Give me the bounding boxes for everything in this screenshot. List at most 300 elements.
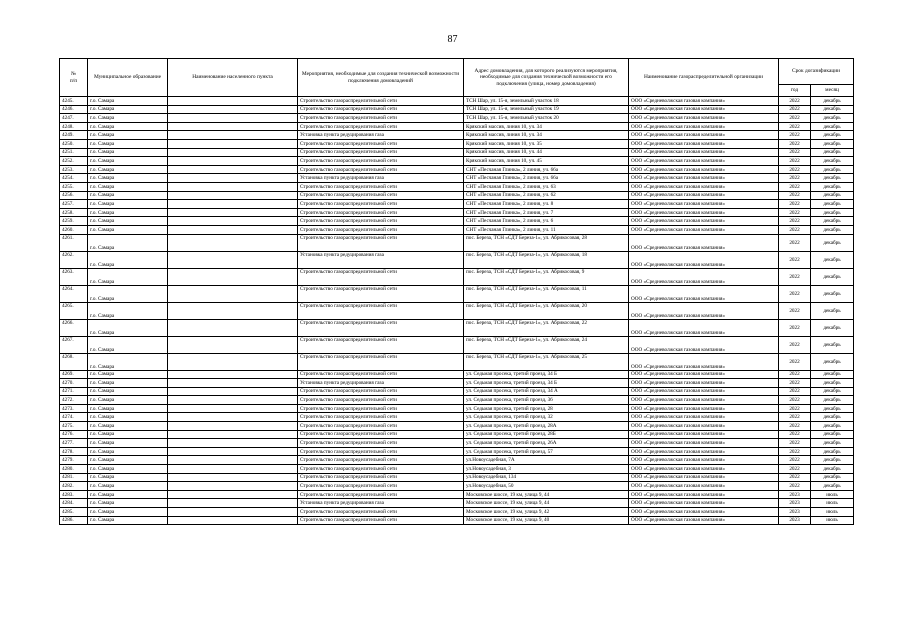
org-cell: ООО «Средневолжская газовая компания» xyxy=(629,165,779,174)
settlement-cell xyxy=(168,148,298,157)
municipal-cell: г.о. Самара xyxy=(88,191,168,200)
table-row xyxy=(60,234,854,251)
measure-cell: Строительство газораспределительной сети xyxy=(298,208,464,217)
table-row xyxy=(60,157,854,166)
measure-cell: Строительство газораспределительной сети xyxy=(298,319,464,336)
municipal-cell: г.о. Самара xyxy=(88,131,168,140)
year-cell: 2022 xyxy=(779,370,811,379)
year-cell: 2022 xyxy=(779,439,811,448)
year-cell: 2022 xyxy=(779,234,811,251)
address-cell: СНТ «Песчаная Глинка», 2 линия, уч. 6 xyxy=(464,217,629,226)
measure-cell: Строительство газораспределительной сети xyxy=(298,430,464,439)
year-cell: 2022 xyxy=(779,182,811,191)
row-number: 4273. xyxy=(60,404,88,413)
month-cell: декабрь xyxy=(811,422,854,431)
measure-cell: Установка пункта редуцирования газа xyxy=(298,499,464,508)
municipal-cell: г.о. Самара xyxy=(88,268,168,285)
measure-cell: Строительство газораспределительной сети xyxy=(298,456,464,465)
month-cell: июль xyxy=(811,499,854,508)
month-cell: декабрь xyxy=(811,319,854,336)
measure-cell: Строительство газораспределительной сети xyxy=(298,422,464,431)
address-cell: СНТ «Песчаная Глинка», 2 линия, уч. 63 xyxy=(464,182,629,191)
municipal-cell: г.о. Самара xyxy=(88,422,168,431)
org-cell: ООО «Средневолжская газовая компания» xyxy=(629,182,779,191)
month-cell: декабрь xyxy=(811,217,854,226)
org-cell: ООО «Средневолжская газовая компания» xyxy=(629,131,779,140)
row-number: 4282. xyxy=(60,482,88,491)
org-cell: ООО «Средневолжская газовая компания» xyxy=(629,465,779,474)
month-cell: декабрь xyxy=(811,148,854,157)
year-cell: 2022 xyxy=(779,217,811,226)
year-cell: 2022 xyxy=(779,157,811,166)
year-cell: 2022 xyxy=(779,251,811,268)
address-cell: Московское шоссе, 19 км, улица 9, 44 xyxy=(464,490,629,499)
year-cell: 2022 xyxy=(779,482,811,491)
org-cell: ООО «Средневолжская газовая компания» xyxy=(629,396,779,405)
municipal-cell: г.о. Самара xyxy=(88,370,168,379)
settlement-cell xyxy=(168,439,298,448)
settlement-cell xyxy=(168,131,298,140)
month-cell: декабрь xyxy=(811,379,854,388)
org-cell: ООО «Средневолжская газовая компания» xyxy=(629,499,779,508)
municipal-cell: г.о. Самара xyxy=(88,225,168,234)
measure-cell: Строительство газораспределительной сети xyxy=(298,285,464,302)
address-cell: СНТ «Песчаная Глинка», 2 линия, уч. 66а xyxy=(464,165,629,174)
month-cell: декабрь xyxy=(811,191,854,200)
table-row xyxy=(60,139,854,148)
month-cell: июль xyxy=(811,490,854,499)
municipal-cell: г.о. Самара xyxy=(88,404,168,413)
row-number: 4267. xyxy=(60,336,88,353)
settlement-cell xyxy=(168,465,298,474)
address-cell: ул. Седьмая просека, третий проезд, 28А xyxy=(464,422,629,431)
org-cell: ООО «Средневолжская газовая компания» xyxy=(629,336,779,353)
row-number: 4254. xyxy=(60,174,88,183)
measure-cell: Строительство газораспределительной сети xyxy=(298,148,464,157)
measure-cell: Строительство газораспределительной сети xyxy=(298,465,464,474)
org-cell: ООО «Средневолжская газовая компания» xyxy=(629,251,779,268)
measure-cell: Строительство газораспределительной сети xyxy=(298,508,464,517)
year-cell: 2023 xyxy=(779,508,811,517)
row-number: 4262. xyxy=(60,251,88,268)
year-cell: 2022 xyxy=(779,353,811,370)
municipal-cell: г.о. Самара xyxy=(88,482,168,491)
org-cell: ООО «Средневолжская газовая компания» xyxy=(629,482,779,491)
settlement-cell xyxy=(168,97,298,106)
address-cell: ТСН Шар, ул. 15-я, земельный участок 18 xyxy=(464,97,629,106)
address-cell: Крякский массив, линия 10, уч. 44 xyxy=(464,148,629,157)
municipal-cell: г.о. Самара xyxy=(88,285,168,302)
address-cell: Крякский массив, линия 10, уч. 45 xyxy=(464,157,629,166)
settlement-cell xyxy=(168,508,298,517)
municipal-cell: г.о. Самара xyxy=(88,122,168,131)
row-number: 4276. xyxy=(60,430,88,439)
table-row xyxy=(60,131,854,140)
year-cell: 2023 xyxy=(779,516,811,525)
settlement-cell xyxy=(168,422,298,431)
org-cell: ООО «Средневолжская газовая компания» xyxy=(629,302,779,319)
year-cell: 2022 xyxy=(779,404,811,413)
municipal-cell: г.о. Самара xyxy=(88,353,168,370)
municipal-cell: г.о. Самара xyxy=(88,387,168,396)
table-row xyxy=(60,174,854,183)
address-cell: ул.Новоусадебная, 134 xyxy=(464,473,629,482)
table-row xyxy=(60,285,854,302)
table-row xyxy=(60,319,854,336)
row-number: 4286. xyxy=(60,516,88,525)
table-row xyxy=(60,490,854,499)
measure-cell: Строительство газораспределительной сети xyxy=(298,234,464,251)
municipal-cell: г.о. Самара xyxy=(88,217,168,226)
org-cell: ООО «Средневолжская газовая компания» xyxy=(629,439,779,448)
header-num: № п/п xyxy=(60,59,88,97)
municipal-cell: г.о. Самара xyxy=(88,473,168,482)
org-cell: ООО «Средневолжская газовая компания» xyxy=(629,508,779,517)
org-cell: ООО «Средневолжская газовая компания» xyxy=(629,285,779,302)
municipal-cell: г.о. Самара xyxy=(88,200,168,209)
measure-cell: Строительство газораспределительной сети xyxy=(298,516,464,525)
org-cell: ООО «Средневолжская газовая компания» xyxy=(629,191,779,200)
settlement-cell xyxy=(168,200,298,209)
row-number: 4266. xyxy=(60,319,88,336)
year-cell: 2022 xyxy=(779,114,811,123)
month-cell: декабрь xyxy=(811,225,854,234)
year-cell: 2022 xyxy=(779,430,811,439)
org-cell: ООО «Средневолжская газовая компания» xyxy=(629,122,779,131)
row-number: 4247. xyxy=(60,114,88,123)
measure-cell: Строительство газораспределительной сети xyxy=(298,191,464,200)
month-cell: декабрь xyxy=(811,114,854,123)
municipal-cell: г.о. Самара xyxy=(88,447,168,456)
table-row xyxy=(60,379,854,388)
month-cell: декабрь xyxy=(811,465,854,474)
municipal-cell: г.о. Самара xyxy=(88,174,168,183)
address-cell: пос. Береза, ТСН «СДТ Береза-1», ул. Абрикосовая, 25 xyxy=(464,353,629,370)
address-cell: ул. Седьмая просека, третий проезд, 28Б xyxy=(464,430,629,439)
address-cell: пос. Береза, ТСН «СДТ Береза-1», ул. Абрикосовая, 9 xyxy=(464,268,629,285)
table-row xyxy=(60,122,854,131)
table-body xyxy=(60,97,854,525)
year-cell: 2022 xyxy=(779,396,811,405)
row-number: 4246. xyxy=(60,105,88,114)
table-row xyxy=(60,268,854,285)
row-number: 4261. xyxy=(60,234,88,251)
row-number: 4268. xyxy=(60,353,88,370)
month-cell: декабрь xyxy=(811,336,854,353)
measure-cell: Строительство газораспределительной сети xyxy=(298,165,464,174)
org-cell: ООО «Средневолжская газовая компания» xyxy=(629,217,779,226)
row-number: 4269. xyxy=(60,370,88,379)
row-number: 4259. xyxy=(60,217,88,226)
municipal-cell: г.о. Самара xyxy=(88,302,168,319)
table-row xyxy=(60,191,854,200)
year-cell: 2022 xyxy=(779,473,811,482)
table-row xyxy=(60,370,854,379)
address-cell: ул. Седьмая просека, третий проезд, 34 Б xyxy=(464,379,629,388)
measure-cell: Строительство газораспределительной сети xyxy=(298,413,464,422)
month-cell: декабрь xyxy=(811,302,854,319)
settlement-cell xyxy=(168,430,298,439)
year-cell: 2022 xyxy=(779,268,811,285)
row-number: 4272. xyxy=(60,396,88,405)
org-cell: ООО «Средневолжская газовая компания» xyxy=(629,422,779,431)
year-cell: 2022 xyxy=(779,413,811,422)
row-number: 4284. xyxy=(60,499,88,508)
org-cell: ООО «Средневолжская газовая компания» xyxy=(629,387,779,396)
row-number: 4251. xyxy=(60,148,88,157)
month-cell: декабрь xyxy=(811,122,854,131)
table-row xyxy=(60,439,854,448)
municipal-cell: г.о. Самара xyxy=(88,234,168,251)
year-cell: 2022 xyxy=(779,191,811,200)
measure-cell: Строительство газораспределительной сети xyxy=(298,200,464,209)
table-row xyxy=(60,396,854,405)
settlement-cell xyxy=(168,268,298,285)
address-cell: Крякский массив, линия 10, уч. 34 xyxy=(464,122,629,131)
municipal-cell: г.о. Самара xyxy=(88,508,168,517)
table-row xyxy=(60,302,854,319)
month-cell: декабрь xyxy=(811,285,854,302)
settlement-cell xyxy=(168,234,298,251)
address-cell: ул. Седьмая просека, третий проезд, 32 xyxy=(464,413,629,422)
address-cell: пос. Береза, ТСН «СДТ Береза-1», ул. Абрикосовая, 18 xyxy=(464,251,629,268)
year-cell: 2022 xyxy=(779,336,811,353)
municipal-cell: г.о. Самара xyxy=(88,413,168,422)
address-cell: СНТ «Песчаная Глинка», 2 линия, уч. 62 xyxy=(464,191,629,200)
measure-cell: Строительство газораспределительной сети xyxy=(298,490,464,499)
municipal-cell: г.о. Самара xyxy=(88,490,168,499)
address-cell: пос. Береза, ТСН «СДТ Береза-1», ул. Абрикосовая, 22 xyxy=(464,319,629,336)
measure-cell: Строительство газораспределительной сети xyxy=(298,157,464,166)
municipal-cell: г.о. Самара xyxy=(88,148,168,157)
org-cell: ООО «Средневолжская газовая компания» xyxy=(629,353,779,370)
municipal-cell: г.о. Самара xyxy=(88,114,168,123)
measure-cell: Строительство газораспределительной сети xyxy=(298,473,464,482)
year-cell: 2022 xyxy=(779,456,811,465)
table-row xyxy=(60,182,854,191)
org-cell: ООО «Средневолжская газовая компания» xyxy=(629,473,779,482)
settlement-cell xyxy=(168,413,298,422)
row-number: 4281. xyxy=(60,473,88,482)
measure-cell: Строительство газораспределительной сети xyxy=(298,370,464,379)
row-number: 4257. xyxy=(60,200,88,209)
address-cell: ул.Новоусадебная, 50 xyxy=(464,482,629,491)
row-number: 4258. xyxy=(60,208,88,217)
org-cell: ООО «Средневолжская газовая компания» xyxy=(629,447,779,456)
month-cell: декабрь xyxy=(811,182,854,191)
month-cell: декабрь xyxy=(811,131,854,140)
month-cell: июль xyxy=(811,516,854,525)
year-cell: 2022 xyxy=(779,122,811,131)
table-row xyxy=(60,353,854,370)
settlement-cell xyxy=(168,499,298,508)
municipal-cell: г.о. Самара xyxy=(88,336,168,353)
org-cell: ООО «Средневолжская газовая компания» xyxy=(629,157,779,166)
address-cell: ул. Седьмая просека, третий проезд, 26А xyxy=(464,439,629,448)
address-cell: Московское шоссе, 19 км, улица 9, 40 xyxy=(464,516,629,525)
settlement-cell xyxy=(168,114,298,123)
row-number: 4253. xyxy=(60,165,88,174)
org-cell: ООО «Средневолжская газовая компания» xyxy=(629,200,779,209)
settlement-cell xyxy=(168,516,298,525)
measure-cell: Строительство газораспределительной сети xyxy=(298,139,464,148)
org-cell: ООО «Средневолжская газовая компания» xyxy=(629,97,779,106)
measure-cell: Строительство газораспределительной сети xyxy=(298,396,464,405)
year-cell: 2022 xyxy=(779,285,811,302)
row-number: 4278. xyxy=(60,447,88,456)
table-row xyxy=(60,251,854,268)
month-cell: декабрь xyxy=(811,157,854,166)
month-cell: декабрь xyxy=(811,370,854,379)
address-cell: ТСН Шар, ул. 15-я, земельный участок 19 xyxy=(464,105,629,114)
table-row xyxy=(60,387,854,396)
row-number: 4260. xyxy=(60,225,88,234)
settlement-cell xyxy=(168,139,298,148)
address-cell: ТСН Шар, ул. 15-я, земельный участок 20 xyxy=(464,114,629,123)
year-cell: 2022 xyxy=(779,148,811,157)
table-row xyxy=(60,208,854,217)
row-number: 4270. xyxy=(60,379,88,388)
measure-cell: Строительство газораспределительной сети xyxy=(298,122,464,131)
settlement-cell xyxy=(168,217,298,226)
settlement-cell xyxy=(168,157,298,166)
year-cell: 2022 xyxy=(779,387,811,396)
measure-cell: Строительство газораспределительной сети xyxy=(298,302,464,319)
municipal-cell: г.о. Самара xyxy=(88,182,168,191)
address-cell: Московское шоссе, 19 км, улица 9, 42 xyxy=(464,508,629,517)
month-cell: декабрь xyxy=(811,456,854,465)
year-cell: 2022 xyxy=(779,465,811,474)
table-row xyxy=(60,165,854,174)
address-cell: ул.Новоусадебная, 7А xyxy=(464,456,629,465)
row-number: 4271. xyxy=(60,387,88,396)
month-cell: декабрь xyxy=(811,404,854,413)
row-number: 4256. xyxy=(60,191,88,200)
row-number: 4283. xyxy=(60,490,88,499)
table-row xyxy=(60,404,854,413)
settlement-cell xyxy=(168,482,298,491)
table-row xyxy=(60,148,854,157)
municipal-cell: г.о. Самара xyxy=(88,105,168,114)
table-row xyxy=(60,456,854,465)
settlement-cell xyxy=(168,165,298,174)
page-number: 87 xyxy=(447,34,458,45)
table-row xyxy=(60,422,854,431)
header-deadline: Срок догазификации xyxy=(779,59,854,85)
table-row xyxy=(60,482,854,491)
measure-cell: Строительство газораспределительной сети xyxy=(298,182,464,191)
settlement-cell xyxy=(168,353,298,370)
address-cell: Московское шоссе, 19 км, улица 9, 44 xyxy=(464,499,629,508)
row-number: 4275. xyxy=(60,422,88,431)
measure-cell: Строительство газораспределительной сети xyxy=(298,336,464,353)
org-cell: ООО «Средневолжская газовая компания» xyxy=(629,225,779,234)
municipal-cell: г.о. Самара xyxy=(88,208,168,217)
municipal-cell: г.о. Самара xyxy=(88,319,168,336)
settlement-cell xyxy=(168,285,298,302)
org-cell: ООО «Средневолжская газовая компания» xyxy=(629,114,779,123)
month-cell: декабрь xyxy=(811,251,854,268)
month-cell: декабрь xyxy=(811,97,854,106)
year-cell: 2022 xyxy=(779,165,811,174)
municipal-cell: г.о. Самара xyxy=(88,157,168,166)
settlement-cell xyxy=(168,122,298,131)
org-cell: ООО «Средневолжская газовая компания» xyxy=(629,430,779,439)
org-cell: ООО «Средневолжская газовая компания» xyxy=(629,370,779,379)
municipal-cell: г.о. Самара xyxy=(88,430,168,439)
year-cell: 2022 xyxy=(779,131,811,140)
table-row xyxy=(60,225,854,234)
table-row xyxy=(60,200,854,209)
row-number: 4255. xyxy=(60,182,88,191)
address-cell: пос. Береза, ТСН «СДТ Береза-1», ул. Абрикосовая, 24 xyxy=(464,336,629,353)
month-cell: декабрь xyxy=(811,482,854,491)
month-cell: декабрь xyxy=(811,165,854,174)
month-cell: декабрь xyxy=(811,473,854,482)
month-cell: декабрь xyxy=(811,105,854,114)
table-row xyxy=(60,217,854,226)
measure-cell: Строительство газораспределительной сети xyxy=(298,217,464,226)
measure-cell: Строительство газораспределительной сети xyxy=(298,353,464,370)
row-number: 4265. xyxy=(60,302,88,319)
address-cell: СНТ «Песчаная Глинка», 2 линия, уч. 7 xyxy=(464,208,629,217)
address-cell: пос. Береза, ТСН «СДТ Береза-1», ул. Абрикосовая, 20 xyxy=(464,302,629,319)
year-cell: 2022 xyxy=(779,105,811,114)
year-cell: 2022 xyxy=(779,208,811,217)
org-cell: ООО «Средневолжская газовая компания» xyxy=(629,139,779,148)
measure-cell: Строительство газораспределительной сети xyxy=(298,268,464,285)
header-settlement: Наименование населенного пункта xyxy=(168,59,298,97)
row-number: 4252. xyxy=(60,157,88,166)
header-address: Адрес домовладения, для которого реализуются мероприятия, необходимые для создания технической возможности его подключения (улица, номер домовладения) xyxy=(464,59,629,97)
settlement-cell xyxy=(168,490,298,499)
year-cell: 2022 xyxy=(779,200,811,209)
org-cell: ООО «Средневолжская газовая компания» xyxy=(629,148,779,157)
settlement-cell xyxy=(168,336,298,353)
header-year: год xyxy=(779,85,811,97)
org-cell: ООО «Средневолжская газовая компания» xyxy=(629,379,779,388)
org-cell: ООО «Средневолжская газовая компания» xyxy=(629,413,779,422)
settlement-cell xyxy=(168,473,298,482)
year-cell: 2022 xyxy=(779,422,811,431)
settlement-cell xyxy=(168,191,298,200)
month-cell: декабрь xyxy=(811,174,854,183)
address-cell: ул. Седьмая просека, третий проезд, 36 xyxy=(464,396,629,405)
year-cell: 2022 xyxy=(779,447,811,456)
settlement-cell xyxy=(168,447,298,456)
table-row xyxy=(60,473,854,482)
municipal-cell: г.о. Самара xyxy=(88,499,168,508)
settlement-cell xyxy=(168,302,298,319)
row-number: 4274. xyxy=(60,413,88,422)
org-cell: ООО «Средневолжская газовая компания» xyxy=(629,490,779,499)
measure-cell: Строительство газораспределительной сети xyxy=(298,387,464,396)
address-cell: Крякский массив, линия 10, уч. 35 xyxy=(464,139,629,148)
address-cell: СНТ «Песчаная Глинка», 2 линия, уч. 11 xyxy=(464,225,629,234)
org-cell: ООО «Средневолжская газовая компания» xyxy=(629,404,779,413)
address-cell: ул. Седьмая просека, третий проезд, 28 xyxy=(464,404,629,413)
address-cell: ул. Седьмая просека, третий проезд, 57 xyxy=(464,447,629,456)
year-cell: 2023 xyxy=(779,490,811,499)
month-cell: июль xyxy=(811,508,854,517)
settlement-cell xyxy=(168,387,298,396)
table-row xyxy=(60,499,854,508)
table-row xyxy=(60,516,854,525)
measure-cell: Строительство газораспределительной сети xyxy=(298,114,464,123)
address-cell: ул. Седьмая просека, третий проезд, 34 А xyxy=(464,387,629,396)
settlement-cell xyxy=(168,404,298,413)
settlement-cell xyxy=(168,396,298,405)
